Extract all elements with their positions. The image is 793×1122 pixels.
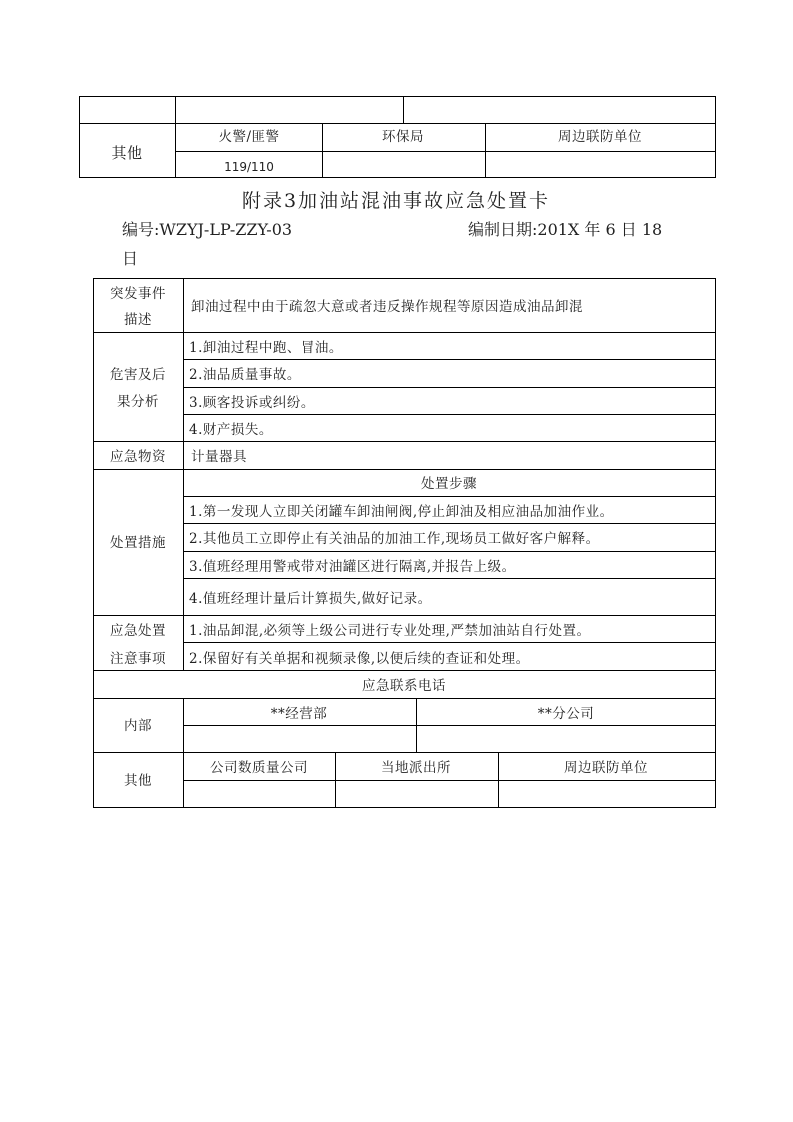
hazard-item: 1.卸油过程中跑、冒油。 bbox=[189, 340, 343, 356]
internal-branch-header: **分公司 bbox=[537, 706, 595, 722]
measures-header: 处置步骤 bbox=[421, 476, 477, 492]
page-title: 附录3加油站混油事故应急处置卡 bbox=[241, 190, 551, 212]
document-code: 编号:WZYJ-LP-ZZY-03 bbox=[122, 220, 293, 239]
neighbor-unit-header: 周边联防单位 bbox=[558, 129, 642, 145]
internal-ops-dept-header: **经营部 bbox=[270, 706, 328, 722]
note-item: 1.油品卸混,必须等上级公司进行专业处理,严禁加油站自行处置。 bbox=[189, 623, 591, 639]
other-contacts-label: 其他 bbox=[124, 773, 152, 789]
measure-step: 2.其他员工立即停止有关油品的加油工作,现场员工做好客户解释。 bbox=[189, 531, 600, 547]
hazard-label-line1: 危害及后 bbox=[110, 367, 166, 383]
event-description: 卸油过程中由于疏忽大意或者违反操作规程等原因造成油品卸混 bbox=[191, 299, 583, 315]
other-label: 其他 bbox=[111, 144, 143, 162]
neighbor-unit-header: 周边联防单位 bbox=[564, 760, 648, 776]
notes-label-line2: 注意事项 bbox=[110, 651, 166, 667]
hazard-item: 3.顾客投诉或纠纷。 bbox=[189, 395, 315, 411]
measures-label: 处置措施 bbox=[110, 535, 166, 551]
fire-police-number: 119/110 bbox=[224, 160, 274, 174]
measure-step: 1.第一发现人立即关闭罐车卸油闸阀,停止卸油及相应油品加油作业。 bbox=[189, 504, 614, 520]
supplies-label: 应急物资 bbox=[110, 449, 166, 465]
notes-label-line1: 应急处置 bbox=[110, 623, 166, 639]
event-label-line1: 突发事件 bbox=[110, 286, 166, 302]
contacts-header: 应急联系电话 bbox=[362, 678, 446, 694]
env-bureau-header: 环保局 bbox=[382, 129, 424, 145]
measure-step: 4.值班经理计量后计算损失,做好记录。 bbox=[189, 591, 432, 607]
compile-date-wrap: 日 bbox=[122, 249, 139, 268]
note-item: 2.保留好有关单据和视频录像,以便后续的查证和处理。 bbox=[189, 651, 530, 667]
hazard-item: 4.财产损失。 bbox=[189, 422, 273, 438]
event-label-line2: 描述 bbox=[124, 312, 152, 328]
measure-step: 3.值班经理用警戒带对油罐区进行隔离,并报告上级。 bbox=[189, 559, 516, 575]
internal-label: 内部 bbox=[124, 718, 152, 734]
fire-police-header: 火警/匪警 bbox=[218, 129, 280, 145]
supplies-value: 计量器具 bbox=[191, 449, 247, 465]
hazard-item: 2.油品质量事故。 bbox=[189, 367, 301, 383]
local-police-header: 当地派出所 bbox=[381, 760, 451, 776]
quality-company-header: 公司数质量公司 bbox=[210, 760, 308, 776]
hazard-label-line2: 果分析 bbox=[117, 394, 159, 410]
compile-date: 编制日期:201X 年 6 日 18 bbox=[468, 220, 663, 239]
